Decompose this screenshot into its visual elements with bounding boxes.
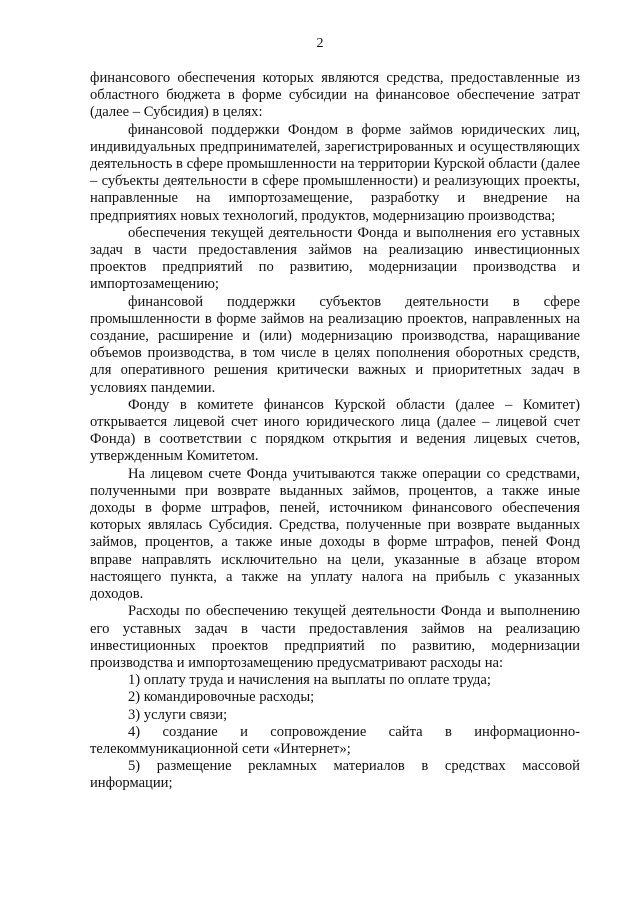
- list-item-expense-5: 5) размещение рекламных материалов в средствах массовой информации;: [90, 758, 580, 792]
- paragraph-goal-current-activity: обеспечения текущей деятельности Фонда и выполнения его уставных задач в части предоставления займов на реализацию инвестиционных проектов предприятий по развитию, модернизации производства и импортозамещению;: [90, 224, 580, 293]
- list-item-expense-2: 2) командировочные расходы;: [128, 689, 315, 706]
- paragraph-goal-financial-support: финансовой поддержки Фондом в форме займов юридических лиц, индивидуальных предпринимателей, зарегистрированных и осуществляющих деятельность в сфере промышленности на территории Курской области (далее – субъекты деятельности в сфере промышленности) и реализующих проекты, направленные на импортозамещение, разработку и внедрение на предприятиях новых технологий, продуктов, модернизацию производства;: [90, 121, 580, 224]
- paragraph-personal-account: Фонду в комитете финансов Курской области (далее – Комитет) открывается лицевой счет иного юридического лица (далее – лицевой счет Фонда) в соответствии с порядком открытия и ведения лицевых счетов, утвержденным Комитетом.: [90, 396, 580, 465]
- paragraph-expenses-intro: Расходы по обеспечению текущей деятельности Фонда и выполнению его уставных задач в части предоставления займов на реализацию инвестиционных проектов предприятий по развитию, модернизации производства и импортозамещению предусматривают расходы на:: [90, 603, 580, 671]
- paragraph-goal-pandemic-support: финансовой поддержки субъектов деятельности в сфере промышленности в форме займов на реализацию проектов, направленных на создание, расширение и (или) модернизацию производства, наращивание объемов производства, в том числе в целях пополнения оборотных средств, для оперативного решения критически важных и приоритетных задач в условиях пандемии.: [90, 293, 580, 396]
- paragraph-continuation: финансового обеспечения которых являются средства, предоставленные из областного бюджета в форме субсидии на финансовое обеспечение затрат (далее – Субсидия) в целях:: [90, 70, 580, 121]
- page-number: 2: [316, 36, 324, 51]
- document-body: [90, 70, 580, 793]
- paragraph-account-operations: На лицевом счете Фонда учитываются также операции со средствами, полученными при возврате выданных займов, процентов, а также иные доходы в форме штрафов, пеней, источником финансового обеспечения которых являлась Субсидия. Средства, полученные при возврате выданных займов, процентов, а также иные доходы в форме штрафов, пеней Фонд вправе направлять исключительно на цели, указанные в абзаце втором настоящего пункта, а также на уплату налога на прибыль с указанных доходов.: [90, 465, 580, 603]
- list-item-expense-4: 4) создание и сопровождение сайта в информационно-телекоммуникационной сети «Интернет»;: [90, 723, 580, 757]
- list-item-expense-3: 3) услуги связи;: [128, 706, 228, 723]
- list-item-expense-1: 1) оплату труда и начисления на выплаты по оплате труда;: [128, 672, 491, 689]
